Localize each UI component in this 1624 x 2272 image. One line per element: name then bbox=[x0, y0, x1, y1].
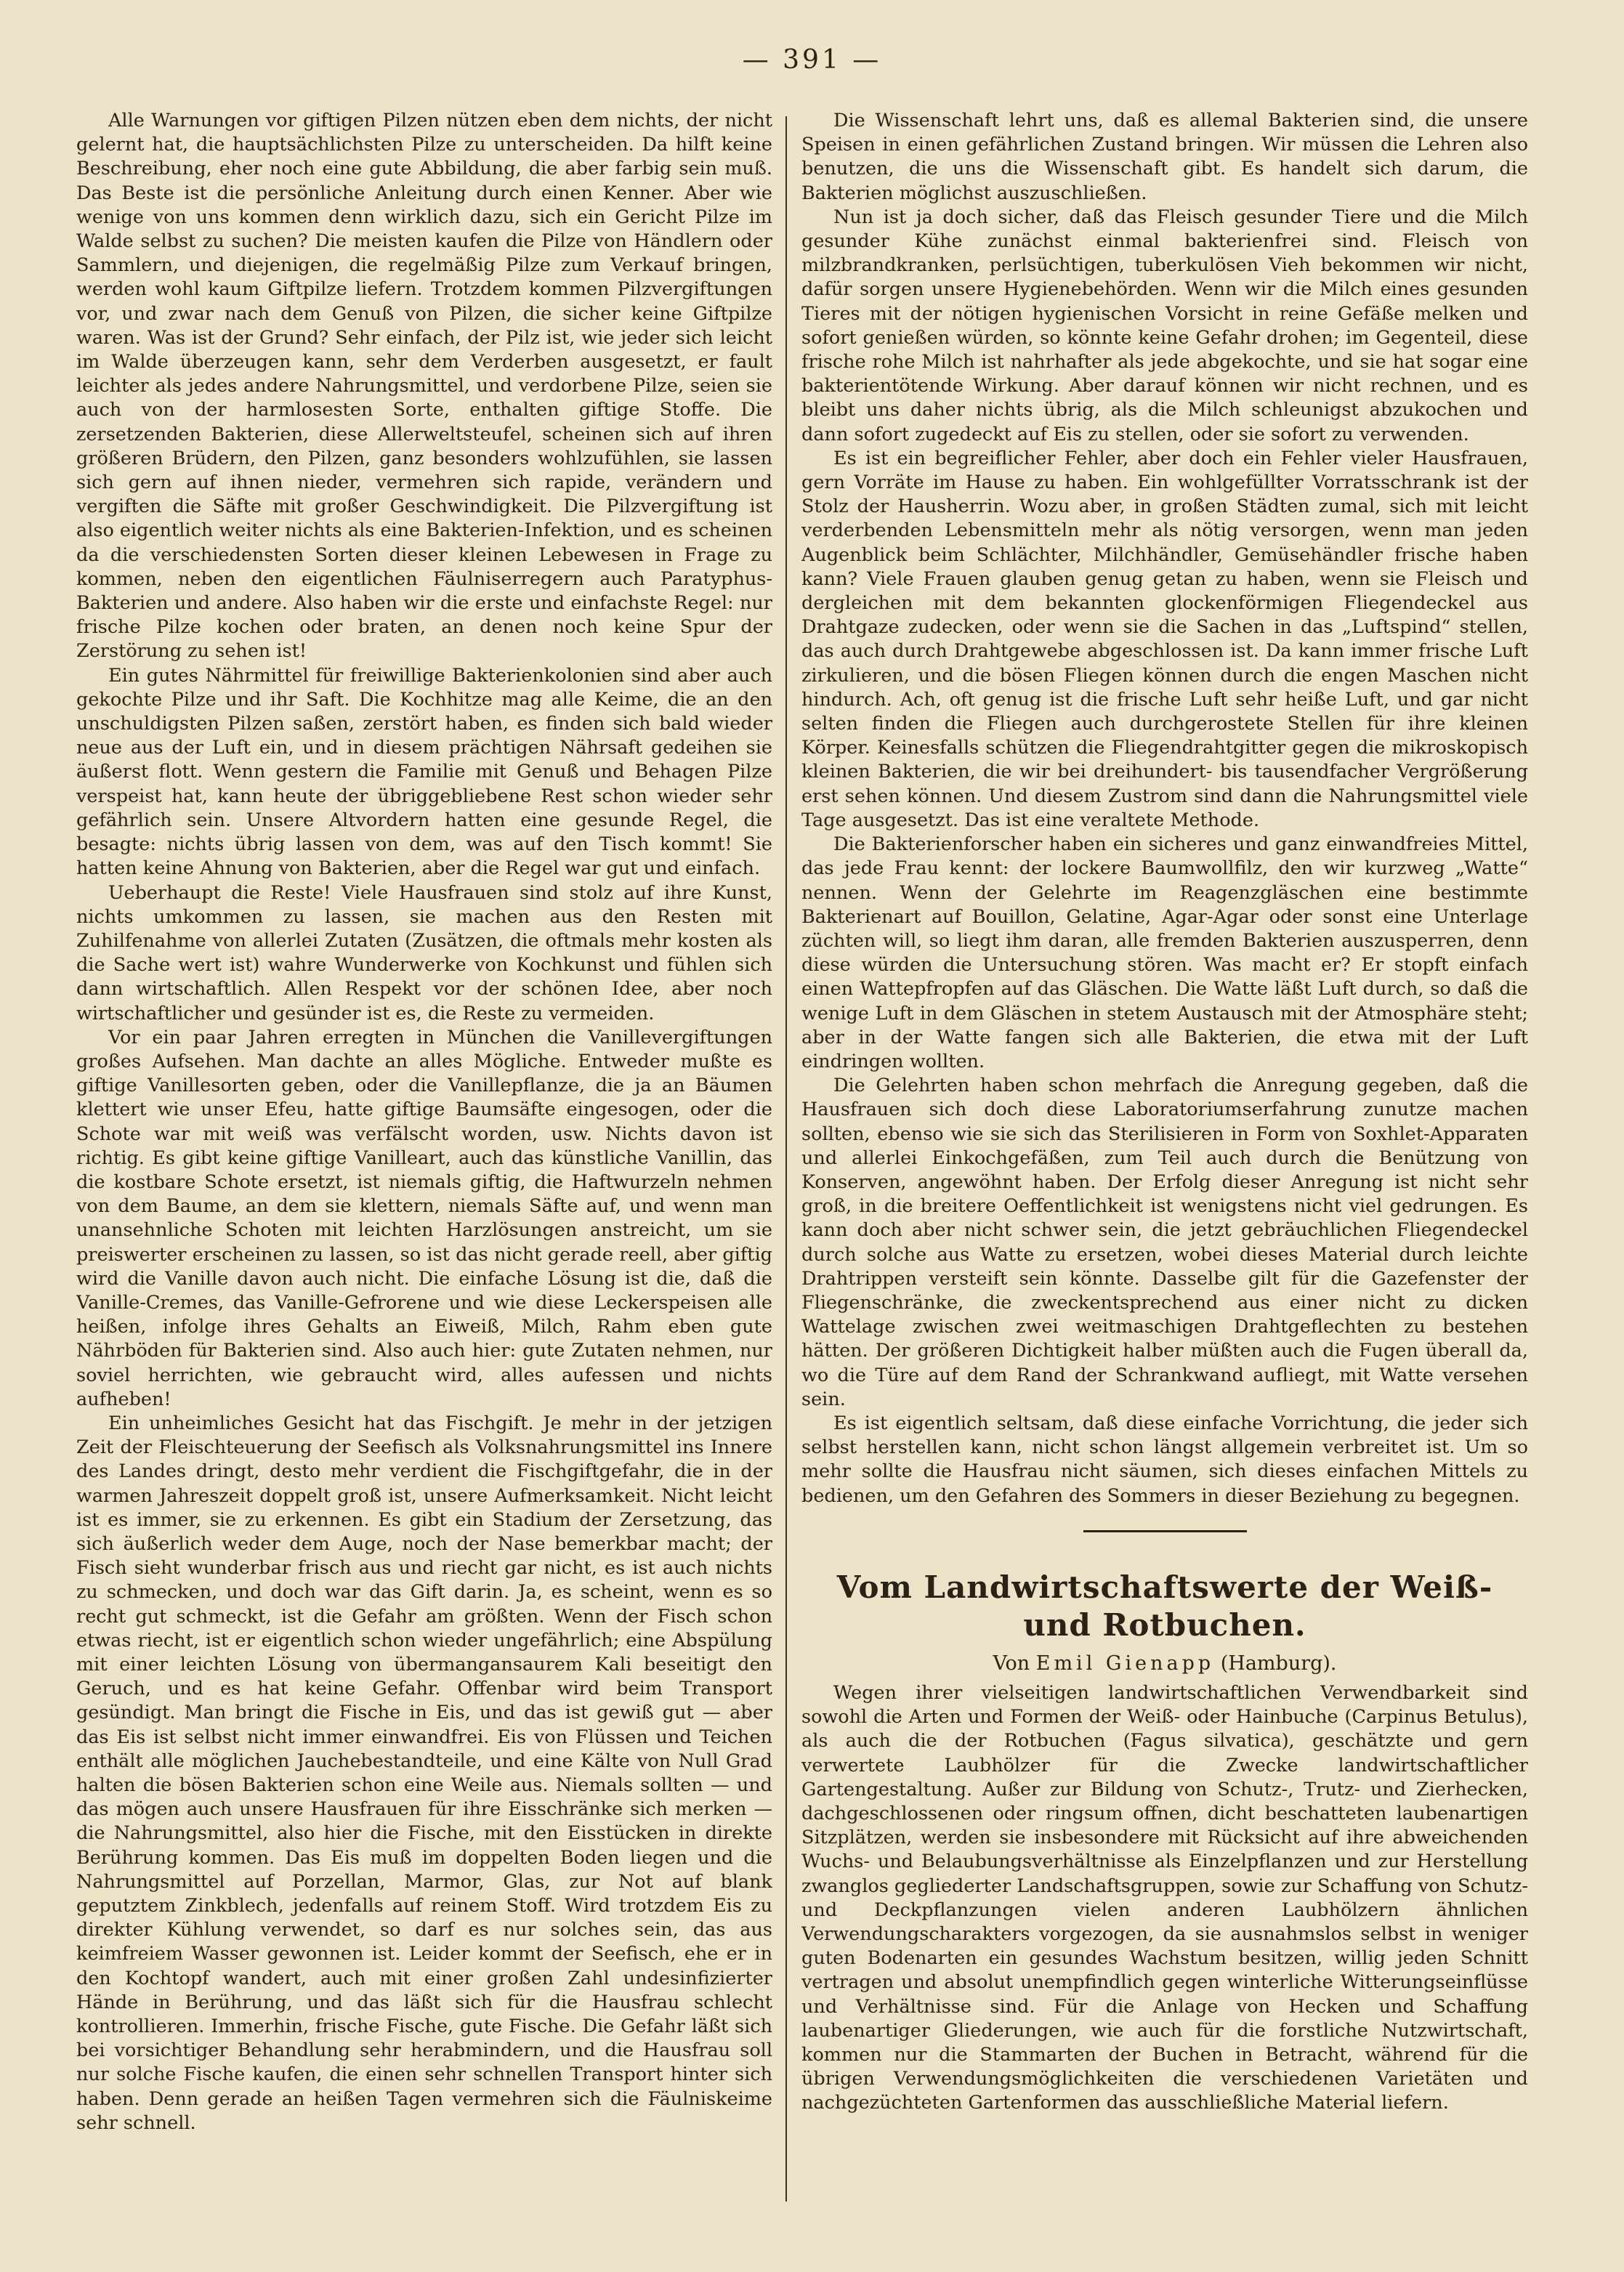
column-divider bbox=[785, 116, 787, 2202]
page-number: — 391 — bbox=[742, 45, 882, 75]
left-paragraph-5: Ein unheimliches Gesicht hat das Fischgift. Je mehr in der jetzigen Zeit der Fleischteuerung der Seefisch als Volksnahrungsmittel ins Innere des Landes dringt, desto mehr verdient die Fischgiftgefahr, die in der warmen Jahreszeit doppelt groß ist, unsere Aufmerksamkeit. Nicht leicht ist es immer, sie zu erkennen. Es gibt ein Stadium der Zersetzung, das sich äußerlich weder dem Auge, noch der Nase bemerkbar macht; der Fisch sieht wunderbar frisch aus und riecht gar nicht, es ist auch nichts zu schmecken, und doch war das Gift darin. Ja, es scheint, wenn es so recht gut schmeckt, ist die Gefahr am größten. Wenn der Fisch schon etwas riecht, ist er eigentlich schon wieder ungefährlich; eine Abspülung mit einer leichten Lösung von übermangansaurem Kali beseitigt den Geruch, und es hat keine Gefahr. Offenbar wird beim Transport gesündigt. Man bringt die Fische in Eis, und das ist gewiß gut — aber das Eis ist selbst nicht immer einwandfrei. Eis von Flüssen und Teichen enthält alle möglichen Jauchebestandteile, und eine Kälte von Null Grad halten die bösen Bakterien schon eine Weile aus. Niemals sollten — und das mögen auch unsere Hausfrauen für ihre Eisschränke sich merken — die Nahrungsmittel, also hier die Fische, mit den Eisstücken in direkte Berührung kommen. Das Eis muß im doppelten Boden liegen und die Nahrungsmittel auf Porzellan, Marmor, Glas, zur Not auf blank geputztem Zinkblech, jedenfalls auf reinem Stoff. Wird trotzdem Eis zu direkter Kühlung verwendet, so darf es nur solches sein, das aus keimfreiem Wasser gewonnen ist. Leider kommt der Seefisch, ehe er in den Kochtopf wandert, auch mit einer großen Zahl undesinfizierter Hände in Berührung, und das läßt sich für die Hausfrau schlecht kontrollieren. Immerhin, frische Fische, gute Fische. Die Gefahr läßt sich bei vorsichtiger Behandlung sehr herabmindern, und die Hausfrau soll nur solche Fische kaufen, die einen sehr schnellen Transport hinter sich haben. Denn gerade an heißen Tagen vermehren sich die Fäulniskeime sehr schnell. bbox=[76, 1412, 772, 2134]
author-name: Emil Gienapp bbox=[1035, 1652, 1215, 1675]
right-paragraph-1: Die Wissenschaft lehrt uns, daß es allemal Bakterien sind, die unsere Speisen in einen gefährlichen Zustand bringen. Wir müssen die Lehren also benutzen, die uns die Wissenschaft gibt. Es handelt sich darum, die Bakterien möglichst auszuschließen. bbox=[801, 110, 1528, 204]
right-paragraph-2: Nun ist ja doch sicher, daß das Fleisch gesunder Tiere und die Milch gesunder Kühe zunächst einmal bakterienfrei sind. Fleisch von milzbrandkranken, perlsüchtigen, tuberkulösen Vieh bekommen wir nicht, dafür sorgen unsere Hygienebehörden. Wenn wir die Milch eines gesunden Tieres mit der nötigen hygienischen Vorsicht in reine Gefäße melken und sofort genießen würden, so könnte keine Gefahr drohen; im Gegenteil, diese frische rohe Milch ist nahrhafter als jede abgekochte, und sie hat sogar eine bakterientötende Wirkung. Aber darauf können wir nicht rechnen, und es bleibt uns daher nichts übrig, als die Milch schleunigst abzukochen und dann sofort zugedeckt auf Eis zu stellen, oder sie sofort zu verwenden. bbox=[801, 206, 1528, 445]
left-paragraph-4: Vor ein paar Jahren erregten in München die Vanillevergiftungen großes Aufsehen. Man dachte an alles Mögliche. Entweder mußte es giftige Vanillesorten geben, oder die Vanillepflanze, die ja an Bäumen klettert wie unser Efeu, hatte giftige Baumsäfte eingesogen, oder die Schote war mit weiß was verfälscht worden, usw. Nichts davon ist richtig. Es gibt keine giftige Vanilleart, auch das künstliche Vanillin, das die kostbare Schote ersetzt, ist niemals giftig, die Haftwurzeln nehmen von dem Baume, an dem sie klettern, niemals Säfte auf, und wenn man unansehnliche Schoten mit leichten Harzlösungen anstreicht, um sie preiswerter erscheinen zu lassen, so ist das nicht gerade reell, aber giftig wird die Vanille davon auch nicht. Die einfache Lösung ist die, daß die Vanille-Cremes, das Vanille-Gefrorene und wie diese Leckerspeisen alle heißen, infolge ihres Gehalts an Eiweiß, Milch, Rahm eben gute Nährböden für Bakterien sind. Also auch hier: gute Zutaten nehmen, nur soviel herrichten, wie gebraucht wird, alles aufessen und nichts aufheben! bbox=[76, 1026, 772, 1410]
right-paragraph-4: Die Bakterienforscher haben ein sicheres und ganz einwandfreies Mittel, das jede Frau kennt: der lockere Baumwollfilz, den wir kurzweg „Watte“ nennen. Wenn der Gelehrte im Reagenzgläschen eine bestimmte Bakterienart auf Bouillon, Gelatine, Agar-Agar oder sonst eine Unterlage züchten will, so liegt ihm daran, alle fremden Bakterien auszusperren, denn diese würden die Untersuchung stören. Was macht er? Er stopft einfach einen Wattepfropfen auf das Gläschen. Die Watte läßt Luft durch, so daß die wenige Luft in dem Gläschen in stetem Austausch mit der Atmosphäre steht; aber in der Watte fangen sich alle Bakterien, die etwa mit der Luft eindringen wollten. bbox=[801, 833, 1528, 1072]
byline-prefix: Von bbox=[993, 1652, 1030, 1675]
article-title: Vom Landwirtschaftswerte der Weiß- und Rotbuchen. bbox=[836, 1569, 1493, 1643]
author-location: (Hamburg). bbox=[1220, 1652, 1337, 1675]
article-byline bbox=[801, 1652, 1528, 1675]
right-paragraph-3: Es ist ein begreiflicher Fehler, aber doch ein Fehler vieler Hausfrauen, gern Vorräte im Hause zu haben. Ein wohlgefüllter Vorratsschrank ist der Stolz der Hausherrin. Wozu aber, in großen Städten zumal, sich mit leicht verderbenden Lebensmitteln mehr als nötig versorgen, wenn man jeden Augenblick beim Schlächter, Milchhändler, Gemüsehändler frische haben kann? Viele Frauen glauben genug getan zu haben, wenn sie Fleisch und dergleichen mit dem bekannten glockenförmigen Fliegendeckel aus Drahtgaze zudecken, oder wenn sie die Sachen in das „Luftspind“ stellen, das auch durch Drahtgewebe abgeschlossen ist. Da kann immer frische Luft zirkulieren, und die bösen Fliegen können durch die engen Maschen nicht hindurch. Ach, oft genug ist die frische Luft sehr heiße Luft, und gar nicht selten finden die Fliegen auch durchgerostete Stellen für ihre kleinen Körper. Keinesfalls schützen die Fliegendrahtgitter gegen die mikroskopisch kleinen Bakterien, die wir bei dreihundert- bis tausendfacher Vergrößerung erst sehen können. Und diesem Zustrom sind dann die Nahrungsmittel viele Tage ausgesetzt. Das ist eine veraltete Methode. bbox=[801, 447, 1528, 831]
right-paragraph-6: Es ist eigentlich seltsam, daß diese einfache Vorrichtung, die jeder sich selbst herstellen kann, nicht schon längst allgemein verbreitet ist. Um so mehr sollte die Hausfrau nicht säumen, sich dieses einfachen Mittels zu bedienen, um den Gefahren des Sommers in dieser Beziehung zu begegnen. bbox=[801, 1412, 1528, 1507]
right-column bbox=[801, 109, 1528, 2198]
article-separator bbox=[1083, 1530, 1247, 1532]
left-paragraph-1: Alle Warnungen vor giftigen Pilzen nützen eben dem nichts, der nicht gelernt hat, die hauptsächlichsten Pilze zu unterscheiden. Da hilft keine Beschreibung, eher noch eine gute Abbildung, die aber farbig sein muß. Das Beste ist die persönliche Anleitung durch einen Kenner. Aber wie wenige von uns kommen denn wirklich dazu, sich ein Gericht Pilze im Walde selbst zu suchen? Die meisten kaufen die Pilze von Händlern oder Sammlern, und diejenigen, die regelmäßig Pilze zum Verkauf bringen, werden wohl kaum Giftpilze liefern. Trotzdem kommen Pilzvergiftungen vor, und zwar nach dem Genuß von Pilzen, die sicher keine Giftpilze waren. Was ist der Grund? Sehr einfach, der Pilz ist, wie jeder sich leicht im Walde überzeugen kann, sehr dem Verderben ausgesetzt, er fault leichter als jedes andere Nahrungsmittel, und verdorbene Pilze, seien sie auch von der harmlosesten Sorte, enthalten giftige Stoffe. Die zersetzenden Bakterien, diese Allerweltsteufel, scheinen sich auf ihren größeren Brüdern, den Pilzen, ganz besonders wohlzufühlen, sie lassen sich gern auf ihnen nieder, vermehren sich rapide, verändern und vergiften die Säfte mit großer Geschwindigkeit. Die Pilzvergiftung ist also eigentlich weiter nichts als eine Bakterien-Infektion, und es scheinen da die verschiedensten Sorten dieser kleinen Lebewesen in Frage zu kommen, neben den eigentlichen Fäulniserregern auch Paratyphus-Bakterien und andere. Also haben wir die erste und einfachste Regel: nur frische Pilze kochen oder braten, an denen noch keine Spur der Zerstörung zu sehen ist! bbox=[76, 110, 772, 663]
left-paragraph-2: Ein gutes Nährmittel für freiwillige Bakterienkolonien sind aber auch gekochte Pilze und ihr Saft. Die Kochhitze mag alle Keime, die an den unschuldigsten Pilzen saßen, zerstört haben, es finden sich bald wieder neue aus der Luft ein, und in diesem prächtigen Nährsaft gedeihen sie äußerst flott. Wenn gestern die Familie mit Genuß und Behagen Pilze verspeist hat, kann heute der übriggebliebene Rest schon wieder sehr gefährlich sein. Unsere Altvordern hatten eine gesunde Regel, die besagte: nichts übrig lassen von dem, was auf den Tisch kommt! Sie hatten keine Ahnung von Bakterien, aber die Regel war gut und einfach. bbox=[76, 664, 772, 880]
article-paragraph-1: Wegen ihrer vielseitigen landwirtschaftlichen Verwendbarkeit sind sowohl die Arten und Formen der Weiß- oder Hainbuche (Carpinus Betulus), als auch die der Rotbuchen (Fagus silvatica), geschätzte und gern verwertete Laubhölzer für die Zwecke landwirtschaftlicher Gartengestaltung. Außer zur Bildung von Schutz-, Trutz- und Zierhecken, dachgeschlossenen oder ringsum offnen, dicht beschatteten laubenartigen Sitzplätzen, werden sie insbesondere mit Rücksicht auf ihre abweichenden Wuchs- und Belaubungsverhältnisse als Einzelpflanzen und zur Herstellung zwanglos gegliederter Landschaftsgruppen, sowie zur Schaffung von Schutz- und Deckpflanzungen vielen anderen Laubhölzern ähnlichen Verwendungscharakters vorgezogen, da sie ausnahmslos selbst in weniger guten Bodenarten ein gesundes Wachstum besitzen, willig jeden Schnitt vertragen und absolut unempfindlich gegen winterliche Witterungseinflüsse und Verhältnisse sind. Für die Anlage von Hecken und Schaffung laubenartiger Gliederungen, wie auch für die forstliche Nutzwirtschaft, kommen nur die Stammarten der Buchen in Betracht, während für die übrigen Verwendungsmöglichkeiten die verschiedenen Varietäten und nachgezüchteten Gartenformen das ausschließliche Material liefern. bbox=[801, 1681, 1528, 2114]
right-paragraph-5: Die Gelehrten haben schon mehrfach die Anregung gegeben, daß die Hausfrauen sich doch diese Laboratoriumserfahrung zunutze machen sollten, ebenso wie sie sich das Sterilisieren in Form von Soxhlet-Apparaten und allerlei Einkochgefäßen, zum Teil auch durch die Benützung von Konserven, angewöhnt haben. Der Erfolg dieser Anregung ist nicht sehr groß, in die breitere Oeffentlichkeit ist wenigstens nicht viel gedrungen. Es kann doch aber nicht schwer sein, die jetzt gebräuchlichen Fliegendeckel durch solche aus Watte zu ersetzen, wobei dieses Material durch leichte Drahtrippen versteift sein könnte. Dasselbe gilt für die Gazefenster der Fliegenschränke, die zweckentsprechend aus einer nicht zu dicken Wattelage zwischen zwei weitmaschigen Drahtgeflechten zu bestehen hätten. Der größeren Dichtigkeit halber müßten auch die Fugen überall da, wo die Türe auf dem Rand der Schrankwand aufliegt, mit Watte versehen sein. bbox=[801, 1075, 1528, 1410]
left-column bbox=[76, 109, 772, 2198]
left-paragraph-3: Ueberhaupt die Reste! Viele Hausfrauen sind stolz auf ihre Kunst, nichts umkommen zu lassen, sie machen aus den Resten mit Zuhilfenahme von allerlei Zutaten (Zusätzen, die oftmals mehr kosten als die Sache wert ist) wahre Wunderwerke von Kochkunst und fühlen sich dann wirtschaftlich. Allen Respekt vor der schönen Idee, aber noch wirtschaftlicher und gesünder ist es, die Reste zu vermeiden. bbox=[76, 881, 772, 1024]
